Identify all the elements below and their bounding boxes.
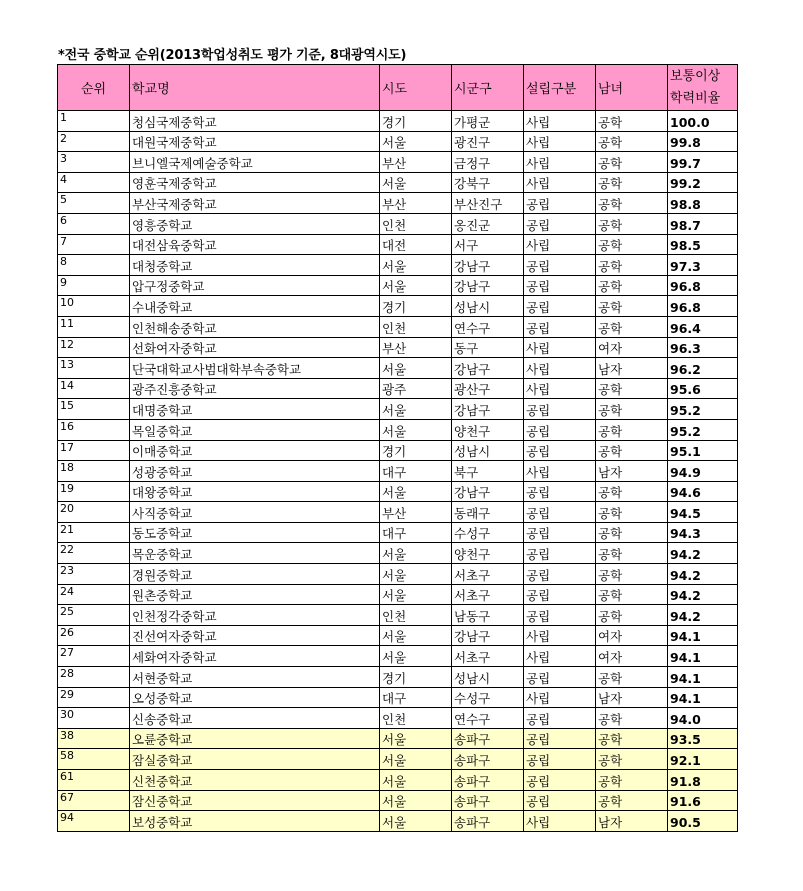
school-name-cell: 성광중학교 [130, 461, 380, 482]
sigungu-cell: 광산구 [452, 378, 524, 399]
header-rate-line1: 보통이상 [670, 68, 721, 84]
sido-cell: 경기 [380, 111, 452, 132]
sigungu-cell: 송파구 [452, 811, 524, 832]
sigungu-cell: 북구 [452, 461, 524, 482]
type-cell: 사립 [524, 378, 596, 399]
table-row [58, 275, 738, 296]
sido-cell: 서울 [380, 543, 452, 564]
rank-cell: 4 [58, 172, 130, 193]
school-name-cell: 동도중학교 [130, 522, 380, 543]
rank-cell: 58 [58, 749, 130, 770]
gender-cell: 여자 [596, 646, 668, 667]
sido-cell: 서울 [380, 646, 452, 667]
table-row [58, 378, 738, 399]
table-row [58, 749, 738, 770]
school-name-cell: 잠신중학교 [130, 790, 380, 811]
header-rate [668, 65, 738, 111]
school-name-cell: 오륜중학교 [130, 728, 380, 749]
rank-cell: 25 [58, 605, 130, 626]
sigungu-cell: 연수구 [452, 708, 524, 729]
rate-cell: 99.8 [668, 131, 738, 152]
type-cell: 공립 [524, 502, 596, 523]
school-name-cell: 경원중학교 [130, 564, 380, 585]
sido-cell: 대구 [380, 687, 452, 708]
sido-cell: 인천 [380, 213, 452, 234]
gender-cell: 남자 [596, 358, 668, 379]
type-cell: 사립 [524, 461, 596, 482]
rate-cell: 92.1 [668, 749, 738, 770]
table-row [58, 440, 738, 461]
school-name-cell: 보성중학교 [130, 811, 380, 832]
sigungu-cell: 성남시 [452, 667, 524, 688]
type-cell: 공립 [524, 790, 596, 811]
gender-cell: 공학 [596, 255, 668, 276]
rate-cell: 95.2 [668, 419, 738, 440]
gender-cell: 공학 [596, 543, 668, 564]
rank-cell: 26 [58, 625, 130, 646]
sido-cell: 서울 [380, 481, 452, 502]
gender-cell: 공학 [596, 667, 668, 688]
sido-cell: 광주 [380, 378, 452, 399]
rate-cell: 91.6 [668, 790, 738, 811]
rate-cell: 96.8 [668, 275, 738, 296]
rate-cell: 96.2 [668, 358, 738, 379]
table-row [58, 522, 738, 543]
header-rate-line2: 학력비율 [670, 90, 721, 106]
sigungu-cell: 서초구 [452, 564, 524, 585]
sigungu-cell: 송파구 [452, 728, 524, 749]
rank-cell: 10 [58, 296, 130, 317]
school-ranking-table [57, 64, 738, 832]
rank-cell: 16 [58, 419, 130, 440]
rate-cell: 99.7 [668, 152, 738, 173]
rank-cell: 14 [58, 378, 130, 399]
rank-cell: 94 [58, 811, 130, 832]
table-row [58, 646, 738, 667]
rate-cell: 94.1 [668, 646, 738, 667]
rank-cell: 8 [58, 255, 130, 276]
rank-cell: 15 [58, 399, 130, 420]
sigungu-cell: 성남시 [452, 296, 524, 317]
rate-cell: 95.6 [668, 378, 738, 399]
rate-cell: 95.2 [668, 399, 738, 420]
gender-cell: 공학 [596, 605, 668, 626]
rank-cell: 19 [58, 481, 130, 502]
sido-cell: 경기 [380, 440, 452, 461]
sido-cell: 부산 [380, 502, 452, 523]
rate-cell: 94.5 [668, 502, 738, 523]
sigungu-cell: 서초구 [452, 584, 524, 605]
sido-cell: 서울 [380, 790, 452, 811]
table-row [58, 667, 738, 688]
table-row [58, 584, 738, 605]
type-cell: 사립 [524, 687, 596, 708]
sigungu-cell: 양천구 [452, 543, 524, 564]
rank-cell: 6 [58, 213, 130, 234]
table-row [58, 790, 738, 811]
rank-cell: 5 [58, 193, 130, 214]
school-name-cell: 청심국제중학교 [130, 111, 380, 132]
school-name-cell: 부산국제중학교 [130, 193, 380, 214]
type-cell: 공립 [524, 728, 596, 749]
school-name-cell: 대청중학교 [130, 255, 380, 276]
table-row [58, 419, 738, 440]
rate-cell: 90.5 [668, 811, 738, 832]
header-row [58, 65, 738, 111]
rank-cell: 7 [58, 234, 130, 255]
sido-cell: 서울 [380, 399, 452, 420]
type-cell: 공립 [524, 770, 596, 791]
rate-cell: 94.2 [668, 605, 738, 626]
gender-cell: 공학 [596, 502, 668, 523]
rank-cell: 12 [58, 337, 130, 358]
rate-cell: 94.3 [668, 522, 738, 543]
table-body [58, 111, 738, 832]
gender-cell: 공학 [596, 296, 668, 317]
rate-cell: 96.3 [668, 337, 738, 358]
rank-cell: 17 [58, 440, 130, 461]
sigungu-cell: 강남구 [452, 399, 524, 420]
rate-cell: 98.5 [668, 234, 738, 255]
rank-cell: 21 [58, 522, 130, 543]
school-name-cell: 오성중학교 [130, 687, 380, 708]
rank-cell: 23 [58, 564, 130, 585]
rate-cell: 91.8 [668, 770, 738, 791]
sido-cell: 인천 [380, 708, 452, 729]
rank-cell: 61 [58, 770, 130, 791]
school-name-cell: 신송중학교 [130, 708, 380, 729]
school-name-cell: 원촌중학교 [130, 584, 380, 605]
header-rank: 순위 [58, 65, 130, 111]
rate-cell: 94.2 [668, 543, 738, 564]
sigungu-cell: 송파구 [452, 770, 524, 791]
type-cell: 공립 [524, 419, 596, 440]
gender-cell: 공학 [596, 770, 668, 791]
sigungu-cell: 강남구 [452, 358, 524, 379]
table-row [58, 234, 738, 255]
sido-cell: 부산 [380, 152, 452, 173]
school-name-cell: 인천해송중학교 [130, 316, 380, 337]
school-name-cell: 신천중학교 [130, 770, 380, 791]
sigungu-cell: 서초구 [452, 646, 524, 667]
sido-cell: 서울 [380, 419, 452, 440]
table-row [58, 316, 738, 337]
type-cell: 공립 [524, 296, 596, 317]
table-row [58, 708, 738, 729]
gender-cell: 공학 [596, 584, 668, 605]
sigungu-cell: 송파구 [452, 749, 524, 770]
sigungu-cell: 금정구 [452, 152, 524, 173]
school-name-cell: 목일중학교 [130, 419, 380, 440]
school-name-cell: 대명중학교 [130, 399, 380, 420]
school-name-cell: 대전삼육중학교 [130, 234, 380, 255]
sigungu-cell: 강북구 [452, 172, 524, 193]
school-name-cell: 잠실중학교 [130, 749, 380, 770]
table-row [58, 543, 738, 564]
sido-cell: 대전 [380, 234, 452, 255]
rank-cell: 67 [58, 790, 130, 811]
school-name-cell: 선화여자중학교 [130, 337, 380, 358]
gender-cell: 공학 [596, 131, 668, 152]
gender-cell: 공학 [596, 213, 668, 234]
school-name-cell: 브니엘국제예술중학교 [130, 152, 380, 173]
type-cell: 사립 [524, 625, 596, 646]
rank-cell: 24 [58, 584, 130, 605]
sigungu-cell: 가평군 [452, 111, 524, 132]
school-name-cell: 광주진흥중학교 [130, 378, 380, 399]
school-name-cell: 영흥중학교 [130, 213, 380, 234]
gender-cell: 공학 [596, 708, 668, 729]
table-row [58, 255, 738, 276]
sido-cell: 서울 [380, 749, 452, 770]
gender-cell: 공학 [596, 440, 668, 461]
sigungu-cell: 부산진구 [452, 193, 524, 214]
type-cell: 공립 [524, 316, 596, 337]
gender-cell: 공학 [596, 316, 668, 337]
rate-cell: 93.5 [668, 728, 738, 749]
school-name-cell: 단국대학교사범대학부속중학교 [130, 358, 380, 379]
gender-cell: 공학 [596, 749, 668, 770]
header-sigungu: 시군구 [452, 65, 524, 111]
type-cell: 사립 [524, 358, 596, 379]
sido-cell: 서울 [380, 625, 452, 646]
table-row [58, 481, 738, 502]
type-cell: 공립 [524, 605, 596, 626]
type-cell: 공립 [524, 213, 596, 234]
sigungu-cell: 강남구 [452, 481, 524, 502]
sigungu-cell: 강남구 [452, 275, 524, 296]
rank-cell: 28 [58, 667, 130, 688]
sigungu-cell: 연수구 [452, 316, 524, 337]
sigungu-cell: 동래구 [452, 502, 524, 523]
type-cell: 공립 [524, 667, 596, 688]
gender-cell: 공학 [596, 378, 668, 399]
school-name-cell: 서현중학교 [130, 667, 380, 688]
rate-cell: 98.7 [668, 213, 738, 234]
school-name-cell: 압구정중학교 [130, 275, 380, 296]
sido-cell: 경기 [380, 667, 452, 688]
sido-cell: 서울 [380, 811, 452, 832]
rate-cell: 97.3 [668, 255, 738, 276]
gender-cell: 남자 [596, 461, 668, 482]
type-cell: 사립 [524, 111, 596, 132]
sido-cell: 서울 [380, 131, 452, 152]
table-row [58, 399, 738, 420]
rank-cell: 22 [58, 543, 130, 564]
table-row [58, 296, 738, 317]
rank-cell: 18 [58, 461, 130, 482]
gender-cell: 공학 [596, 790, 668, 811]
rank-cell: 1 [58, 111, 130, 132]
rate-cell: 94.2 [668, 584, 738, 605]
type-cell: 공립 [524, 255, 596, 276]
school-name-cell: 목운중학교 [130, 543, 380, 564]
school-name-cell: 세화여자중학교 [130, 646, 380, 667]
sigungu-cell: 광진구 [452, 131, 524, 152]
sigungu-cell: 동구 [452, 337, 524, 358]
sigungu-cell: 강남구 [452, 625, 524, 646]
type-cell: 사립 [524, 811, 596, 832]
rate-cell: 94.9 [668, 461, 738, 482]
rate-cell: 99.2 [668, 172, 738, 193]
sido-cell: 인천 [380, 316, 452, 337]
table-row [58, 337, 738, 358]
gender-cell: 공학 [596, 399, 668, 420]
type-cell: 공립 [524, 584, 596, 605]
rate-cell: 96.4 [668, 316, 738, 337]
sido-cell: 인천 [380, 605, 452, 626]
sido-cell: 서울 [380, 275, 452, 296]
rate-cell: 94.2 [668, 564, 738, 585]
table-title: *전국 중학교 순위(2013학업성취도 평가 기준, 8대광역시도) [58, 48, 407, 63]
rank-cell: 9 [58, 275, 130, 296]
type-cell: 사립 [524, 172, 596, 193]
gender-cell: 공학 [596, 419, 668, 440]
rate-cell: 94.1 [668, 625, 738, 646]
type-cell: 사립 [524, 152, 596, 173]
sido-cell: 서울 [380, 358, 452, 379]
school-name-cell: 대왕중학교 [130, 481, 380, 502]
school-name-cell: 영훈국제중학교 [130, 172, 380, 193]
sigungu-cell: 남동구 [452, 605, 524, 626]
sido-cell: 대구 [380, 522, 452, 543]
table-row [58, 213, 738, 234]
table-row [58, 605, 738, 626]
type-cell: 공립 [524, 543, 596, 564]
type-cell: 공립 [524, 564, 596, 585]
type-cell: 사립 [524, 646, 596, 667]
type-cell: 공립 [524, 522, 596, 543]
table-row [58, 111, 738, 132]
rank-cell: 30 [58, 708, 130, 729]
gender-cell: 공학 [596, 172, 668, 193]
type-cell: 공립 [524, 399, 596, 420]
sigungu-cell: 수성구 [452, 522, 524, 543]
table-row [58, 172, 738, 193]
gender-cell: 남자 [596, 811, 668, 832]
sigungu-cell: 강남구 [452, 255, 524, 276]
school-name-cell: 이매중학교 [130, 440, 380, 461]
gender-cell: 공학 [596, 275, 668, 296]
rank-cell: 29 [58, 687, 130, 708]
type-cell: 사립 [524, 131, 596, 152]
gender-cell: 공학 [596, 234, 668, 255]
sigungu-cell: 송파구 [452, 790, 524, 811]
sido-cell: 대구 [380, 461, 452, 482]
type-cell: 공립 [524, 193, 596, 214]
sido-cell: 경기 [380, 296, 452, 317]
sigungu-cell: 서구 [452, 234, 524, 255]
rate-cell: 96.8 [668, 296, 738, 317]
table-row [58, 131, 738, 152]
type-cell: 공립 [524, 481, 596, 502]
rate-cell: 100.0 [668, 111, 738, 132]
sido-cell: 서울 [380, 564, 452, 585]
rate-cell: 94.1 [668, 687, 738, 708]
rate-cell: 94.0 [668, 708, 738, 729]
sido-cell: 부산 [380, 193, 452, 214]
table-row [58, 564, 738, 585]
gender-cell: 공학 [596, 564, 668, 585]
gender-cell: 여자 [596, 625, 668, 646]
sido-cell: 서울 [380, 255, 452, 276]
gender-cell: 여자 [596, 337, 668, 358]
rank-cell: 2 [58, 131, 130, 152]
header-sido: 시도 [380, 65, 452, 111]
type-cell: 공립 [524, 708, 596, 729]
type-cell: 공립 [524, 749, 596, 770]
rank-cell: 38 [58, 728, 130, 749]
type-cell: 사립 [524, 337, 596, 358]
table-row [58, 358, 738, 379]
school-name-cell: 진선여자중학교 [130, 625, 380, 646]
table-row [58, 502, 738, 523]
rate-cell: 98.8 [668, 193, 738, 214]
gender-cell: 공학 [596, 481, 668, 502]
gender-cell: 공학 [596, 193, 668, 214]
table-row [58, 770, 738, 791]
rank-cell: 3 [58, 152, 130, 173]
gender-cell: 남자 [596, 687, 668, 708]
table-row [58, 728, 738, 749]
sido-cell: 서울 [380, 770, 452, 791]
table-row [58, 811, 738, 832]
school-name-cell: 사직중학교 [130, 502, 380, 523]
rank-cell: 27 [58, 646, 130, 667]
table-row [58, 152, 738, 173]
rank-cell: 13 [58, 358, 130, 379]
school-name-cell: 대원국제중학교 [130, 131, 380, 152]
gender-cell: 공학 [596, 728, 668, 749]
gender-cell: 공학 [596, 152, 668, 173]
gender-cell: 공학 [596, 111, 668, 132]
type-cell: 공립 [524, 275, 596, 296]
gender-cell: 공학 [596, 522, 668, 543]
sido-cell: 서울 [380, 172, 452, 193]
type-cell: 사립 [524, 234, 596, 255]
table-row [58, 193, 738, 214]
table-row [58, 461, 738, 482]
header-school: 학교명 [130, 65, 380, 111]
rate-cell: 94.6 [668, 481, 738, 502]
type-cell: 공립 [524, 440, 596, 461]
school-name-cell: 인천정각중학교 [130, 605, 380, 626]
sigungu-cell: 수성구 [452, 687, 524, 708]
rate-cell: 94.1 [668, 667, 738, 688]
sigungu-cell: 옹진군 [452, 213, 524, 234]
school-name-cell: 수내중학교 [130, 296, 380, 317]
table-row [58, 687, 738, 708]
sido-cell: 부산 [380, 337, 452, 358]
sido-cell: 서울 [380, 584, 452, 605]
rank-cell: 20 [58, 502, 130, 523]
sido-cell: 서울 [380, 728, 452, 749]
header-gender: 남녀 [596, 65, 668, 111]
rank-cell: 11 [58, 316, 130, 337]
sigungu-cell: 양천구 [452, 419, 524, 440]
sigungu-cell: 성남시 [452, 440, 524, 461]
rate-cell: 95.1 [668, 440, 738, 461]
header-type: 설립구분 [524, 65, 596, 111]
table-row [58, 625, 738, 646]
